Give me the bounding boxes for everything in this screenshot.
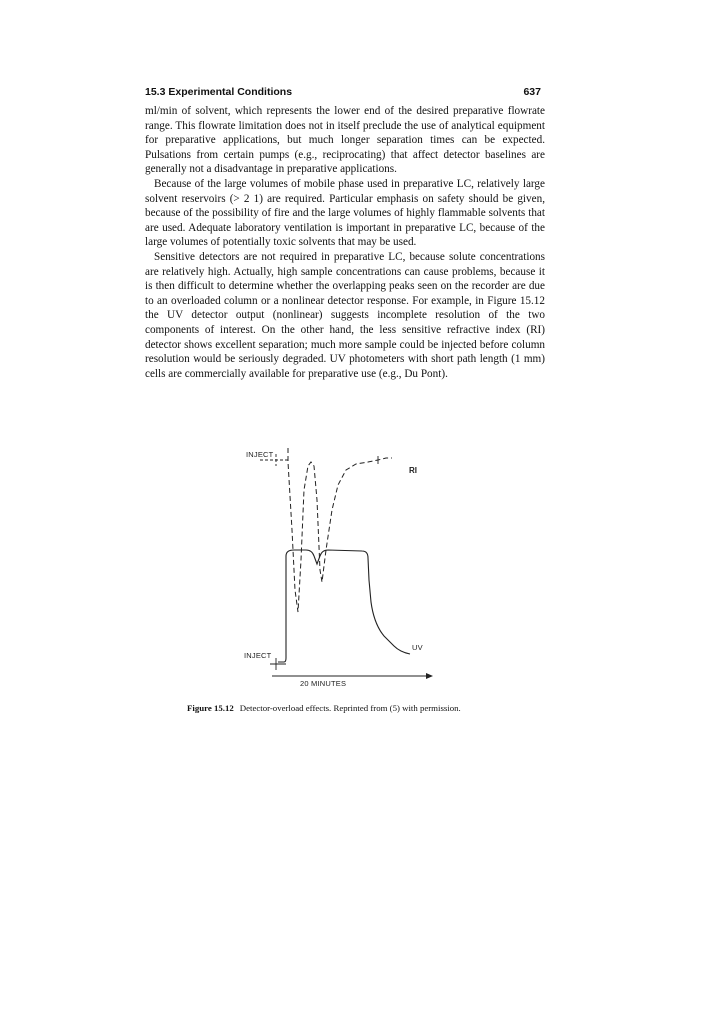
paragraph: ml/min of solvent, which represents the lower end of the desired preparative flowrate range. This flowrate limitation does not in itself preclude the use of analytical equipment for preparative applications, but much longer separation times can be expected. Pulsations from certain pumps (e.g., reciprocating) that affect detector baselines are generally not a disadvantage in preparative applications.: [145, 105, 545, 176]
chromatogram-plot: [240, 440, 480, 690]
time-scale-label: 20 MINUTES: [300, 679, 347, 688]
ri-trace: [288, 448, 392, 612]
body-text: [145, 104, 545, 381]
caption-text: Detector-overload effects. Reprinted from (5) with permission.: [239, 703, 461, 713]
page-number: 637: [523, 86, 541, 98]
figure-caption: [187, 703, 547, 713]
running-header: [145, 86, 541, 102]
paragraph: Because of the large volumes of mobile phase used in preparative LC, relatively large solvent reservoirs (> 2 1) are required. Particular emphasis on safety should be given, because of the possibility of fire and the large volumes of highly flammable solvents that are used. Adequate laboratory ventilation is important in preparative LC, because of the large volumes of potentially toxic solvents that may be used.: [145, 177, 545, 249]
ri-label: RI: [409, 466, 417, 475]
bottom-inject-marker: [270, 658, 286, 670]
inject-top-label: INJECT: [246, 450, 274, 459]
time-axis-arrow-icon: [426, 673, 433, 679]
figure-number: Figure 15.12: [187, 703, 234, 713]
uv-label: UV: [412, 643, 423, 652]
uv-trace: [278, 550, 410, 662]
paragraph: Sensitive detectors are not required in preparative LC, because solute concentrations are relatively high. Actually, high sample concentrations can cause problems, because it is then difficult to determine whether the overlapping peaks seen on the recorder are due to an overloaded column or a nonlinear detector response. For example, in Figure 15.12 the UV detector output (nonlinear) suggests incomplete resolution of the two components of interest. On the other hand, the less sensitive refractive index (RI) detector shows excellent separation; much more sample could be injected before column resolution would be seriously degraded. UV photometers with short path length (1 mm) cells are commercially available for preparative use (e.g., Du Pont).: [145, 250, 545, 380]
section-title: 15.3 Experimental Conditions: [145, 86, 293, 98]
detector-overload-figure: [240, 440, 480, 690]
inject-bottom-label: INJECT: [244, 651, 272, 660]
